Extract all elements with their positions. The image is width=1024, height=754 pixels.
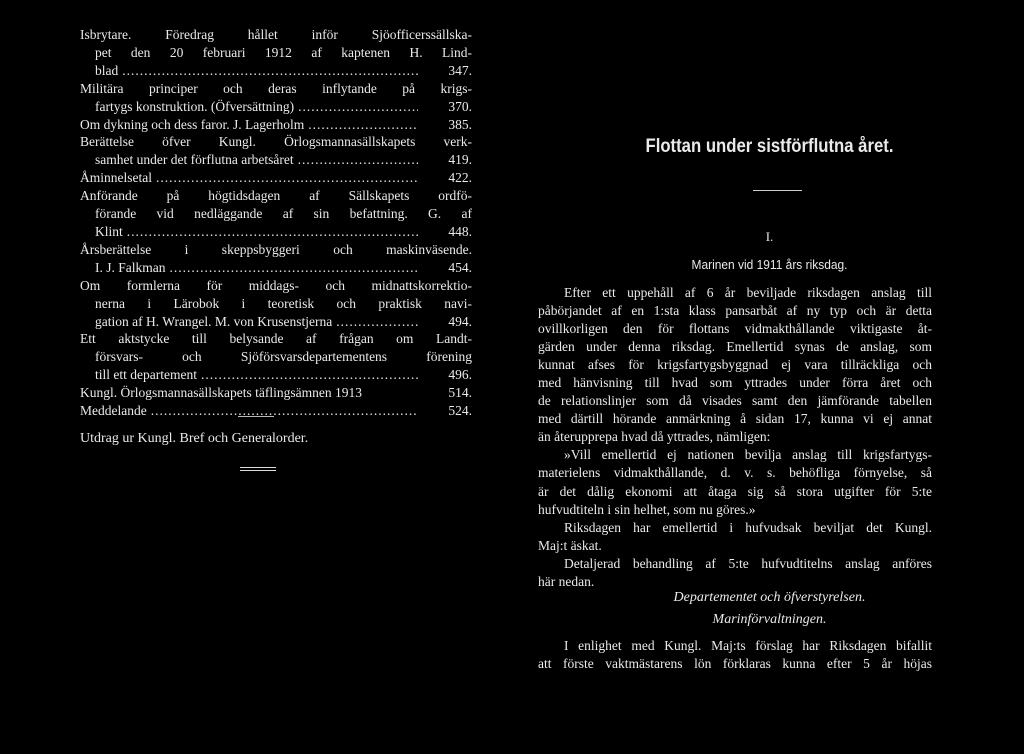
toc-entry xyxy=(80,402,472,420)
dot-leader xyxy=(201,366,418,384)
toc-page-number: 454. xyxy=(448,259,472,275)
dot-leader xyxy=(151,402,418,420)
toc-page-number: 385. xyxy=(448,116,472,132)
divider xyxy=(238,416,274,417)
text-line: Detaljerad behandling af 5:te hufvudtitelns anslag anföres xyxy=(564,555,932,571)
toc-entry-title: blad xyxy=(95,62,119,78)
dot-leader xyxy=(336,313,418,331)
toc-entry-title: Åminnelsetal xyxy=(80,170,152,186)
dot-leader xyxy=(298,98,418,116)
toc-page-number: 524. xyxy=(448,403,472,419)
subheading-department: Departementet och öfverstyrelsen. xyxy=(673,590,866,605)
dot-leader xyxy=(170,259,419,277)
toc-entry-line: Ett aktstycke till belysande af frågan om Landt- xyxy=(80,331,472,347)
body-text-continued xyxy=(538,637,932,673)
dot-leader xyxy=(122,62,418,80)
toc-entry-title: gation af H. Wrangel. M. von Krusenstjerna xyxy=(95,313,333,329)
toc-entry-title: Klint xyxy=(95,223,123,239)
text-line: att förste vaktmästarens lön förklaras kunna efter 5 år höjas xyxy=(538,656,932,671)
toc-entry xyxy=(80,133,472,169)
toc-entry-line: försvars- och Sjöförsvarsdepartementens förening xyxy=(95,349,472,365)
toc-page-number: 448. xyxy=(448,223,472,239)
text-line: ovillkorligen den för flottans vidmakthållande viktigaste åt- xyxy=(538,321,932,337)
text-line: är det dålig ekonomi att åtaga sig så stora utgifter för 5:te xyxy=(538,483,932,499)
toc-entry-title: Om dykning och dess faror. J. Lagerholm xyxy=(80,116,305,132)
text-line: kunnat afses för krigsfartygsbyggnad ej vara tillräckliga och xyxy=(538,357,932,373)
toc-entry-title: I. J. Falkman xyxy=(95,259,166,275)
table-of-contents xyxy=(80,26,472,420)
text-line: gärden under denna riksdag. Emellertid synas de anslag, som xyxy=(538,339,932,355)
text-line: hufvudtiteln i sin helhet, som nu göres.» xyxy=(538,501,756,517)
toc-page-number: 422. xyxy=(448,170,472,186)
section-heading: Marinen vid 1911 års riksdag. xyxy=(691,257,848,272)
toc-entry xyxy=(80,277,472,331)
text-line: »Vill emellertid ej nationen bevilja anslag till krigsfartygs- xyxy=(564,447,932,463)
toc-page-number: 496. xyxy=(448,367,472,383)
toc-entry xyxy=(80,169,472,187)
subheading-administration: Marinförvaltningen. xyxy=(712,612,827,627)
text-line: med därtill hörande anmärkning å sidan 17, kunna vi ej annat xyxy=(538,411,932,427)
toc-entry-title: fartygs konstruktion. (Öfversättning) xyxy=(95,98,295,114)
text-line: de relationslinjer som då visades samt den jämförande tabellen xyxy=(538,393,932,409)
toc-entry-line: förande vid nedläggande af sin befattning. G. af xyxy=(95,206,472,222)
toc-entry xyxy=(80,187,472,241)
toc-entry-line: Isbrytare. Föredrag hållet inför Sjöofficerssällska- xyxy=(80,27,472,42)
body-text xyxy=(538,284,932,591)
dot-leader xyxy=(127,223,418,241)
toc-entry-title: samhet under det förflutna arbetsåret xyxy=(95,152,294,168)
text-line: här nedan. xyxy=(538,573,595,589)
toc-entry-title: Kungl. Örlogsmannasällskapets täflingsämnen 1913 xyxy=(80,385,362,401)
text-line: materielens vidmakthållande, d. v. s. behöfliga förnyelse, så xyxy=(538,465,932,481)
toc-page-number: 347. xyxy=(448,62,472,78)
title-divider xyxy=(753,190,802,191)
toc-entry-line: pet den 20 februari 1912 af kaptenen H. Lind- xyxy=(95,44,472,60)
dot-leader xyxy=(298,151,418,169)
toc-page-number: 514. xyxy=(448,385,472,401)
toc-page-number: 370. xyxy=(448,98,472,114)
toc-entry-title: till ett departement xyxy=(95,367,197,383)
toc-entry-line: Årsberättelse i skeppsbyggeri och maskinväsende. xyxy=(80,241,472,257)
dot-leader xyxy=(308,116,418,134)
text-line: Maj:t äskat. xyxy=(538,537,602,553)
toc-entry-line: Militära principer och deras inflytande på krigs- xyxy=(80,80,472,96)
toc-entry xyxy=(80,80,472,116)
section-number: I. xyxy=(765,229,774,244)
toc-entry-line: Om formlerna för middags- och midnattskorrektio- xyxy=(80,277,472,293)
toc-entry xyxy=(80,330,472,384)
toc-entry xyxy=(80,384,472,402)
text-line: än återupprepa hvad då yttrades, nämligen: xyxy=(538,429,771,445)
toc-entry xyxy=(80,26,472,80)
toc-entry-line: Berättelse öfver Kungl. Örlogsmannasällskapets verk- xyxy=(80,134,472,150)
toc-entry-line: Anförande på högtidsdagen af Sällskapets ordfö- xyxy=(80,188,472,204)
text-line: påbörjandet af en 1:sta klass pansarbåt af ny typ och är detta xyxy=(538,303,932,319)
dot-leader xyxy=(156,169,418,187)
end-rule-top xyxy=(240,467,276,468)
chapter-title: Flottan under sistförflutna året. xyxy=(645,136,894,157)
text-line: Efter ett uppehåll af 6 år beviljade riksdagen anslag till xyxy=(564,285,932,300)
end-rule-bottom xyxy=(240,470,276,471)
toc-entry xyxy=(80,241,472,277)
toc-entry xyxy=(80,116,472,134)
toc-entry-title: Meddelande xyxy=(80,403,147,419)
toc-page-number: 494. xyxy=(448,313,472,329)
text-line: Riksdagen har emellertid i hufvudsak beviljat det Kungl. xyxy=(564,519,932,535)
text-line: med hänvisning till hvad som yttrades under förra året och xyxy=(538,375,932,391)
toc-entry-line: nerna i Lärobok i teoretisk och praktisk navi- xyxy=(95,295,472,311)
text-line: I enlighet med Kungl. Maj:ts förslag har Riksdagen bifallit xyxy=(564,638,932,653)
extract-heading: Utdrag ur Kungl. Bref och Generalorder. xyxy=(80,431,309,446)
toc-page-number: 419. xyxy=(448,152,472,168)
